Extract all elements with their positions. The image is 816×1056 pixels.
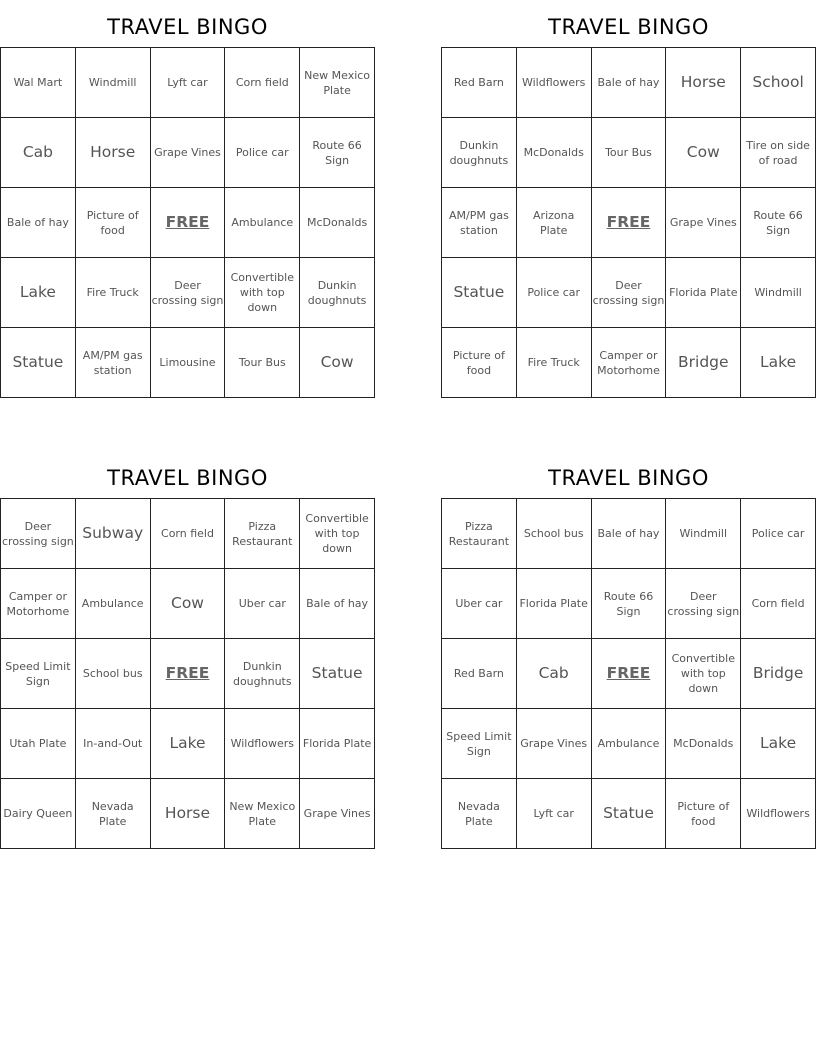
bingo-cell: New Mexico Plate [225, 779, 300, 849]
bingo-cell: Grape Vines [517, 709, 592, 779]
bingo-cell: Bale of hay [592, 48, 667, 118]
bingo-cell: Cab [517, 639, 592, 709]
bingo-cell: Cow [151, 569, 226, 639]
bingo-cell: Florida Plate [517, 569, 592, 639]
bingo-cell: Corn field [225, 48, 300, 118]
bingo-grid [0, 47, 375, 398]
bingo-cell: Utah Plate [1, 709, 76, 779]
bingo-cell: Bale of hay [1, 188, 76, 258]
bingo-cell: Limousine [151, 328, 226, 398]
bingo-cell: Lyft car [517, 779, 592, 849]
bingo-cell: Florida Plate [666, 258, 741, 328]
bingo-cell: Speed Limit Sign [1, 639, 76, 709]
bingo-cell: Convertible with top down [300, 499, 375, 569]
bingo-cell: Camper or Motorhome [592, 328, 667, 398]
bingo-grid [441, 498, 816, 849]
bingo-cell: Red Barn [442, 48, 517, 118]
bingo-cell: Route 66 Sign [300, 118, 375, 188]
bingo-cell: Lake [741, 328, 816, 398]
bingo-cell: Red Barn [442, 639, 517, 709]
bingo-cell: Deer crossing sign [592, 258, 667, 328]
bingo-cell: New Mexico Plate [300, 48, 375, 118]
bingo-cell: Windmill [76, 48, 151, 118]
bingo-cell: Nevada Plate [76, 779, 151, 849]
bingo-cell: Statue [1, 328, 76, 398]
bingo-cell: Windmill [666, 499, 741, 569]
bingo-cell: Police car [741, 499, 816, 569]
bingo-cell: Dairy Queen [1, 779, 76, 849]
bingo-cell: Police car [225, 118, 300, 188]
bingo-cell: Pizza Restaurant [225, 499, 300, 569]
bingo-cell: Grape Vines [666, 188, 741, 258]
bingo-cell: Corn field [151, 499, 226, 569]
bingo-cell: Cow [666, 118, 741, 188]
bingo-cell: Wildflowers [225, 709, 300, 779]
bingo-cell: Route 66 Sign [592, 569, 667, 639]
bingo-cell: Bale of hay [300, 569, 375, 639]
bingo-cell: Corn field [741, 569, 816, 639]
bingo-cell: Wildflowers [741, 779, 816, 849]
bingo-cell: School [741, 48, 816, 118]
bingo-cell: Lyft car [151, 48, 226, 118]
bingo-cell: Cab [1, 118, 76, 188]
bingo-cell: Police car [517, 258, 592, 328]
bingo-cell: Tour Bus [592, 118, 667, 188]
card-title: TRAVEL BINGO [107, 15, 268, 39]
bingo-cell: Statue [442, 258, 517, 328]
bingo-cell: Wildflowers [517, 48, 592, 118]
bingo-cell: Grape Vines [300, 779, 375, 849]
bingo-cell: Speed Limit Sign [442, 709, 517, 779]
bingo-grid [441, 47, 816, 398]
bingo-cell: Camper or Motorhome [1, 569, 76, 639]
bingo-cell: Horse [76, 118, 151, 188]
bingo-cell: Lake [1, 258, 76, 328]
bingo-cell: Nevada Plate [442, 779, 517, 849]
bingo-cell: McDonalds [517, 118, 592, 188]
bingo-cell: McDonalds [666, 709, 741, 779]
bingo-cell: School bus [76, 639, 151, 709]
bingo-cell: Dunkin doughnuts [442, 118, 517, 188]
card-title: TRAVEL BINGO [548, 15, 709, 39]
bingo-cell: Arizona Plate [517, 188, 592, 258]
bingo-cell: Convertible with top down [666, 639, 741, 709]
bingo-cell: Windmill [741, 258, 816, 328]
bingo-cell: McDonalds [300, 188, 375, 258]
bingo-cell: Picture of food [666, 779, 741, 849]
bingo-cell: Ambulance [76, 569, 151, 639]
bingo-cell: Tire on side of road [741, 118, 816, 188]
bingo-cell: Dunkin doughnuts [300, 258, 375, 328]
card-title: TRAVEL BINGO [548, 466, 709, 490]
bingo-cell: School bus [517, 499, 592, 569]
bingo-cell: In-and-Out [76, 709, 151, 779]
bingo-cell: Pizza Restaurant [442, 499, 517, 569]
bingo-cell: Picture of food [76, 188, 151, 258]
bingo-cell: Florida Plate [300, 709, 375, 779]
bingo-cell: Lake [741, 709, 816, 779]
bingo-grid [0, 498, 375, 849]
bingo-cell: Statue [300, 639, 375, 709]
bingo-cell: Horse [151, 779, 226, 849]
bingo-cell: Fire Truck [76, 258, 151, 328]
free-space-cell: FREE [592, 639, 667, 709]
bingo-cell: Bridge [666, 328, 741, 398]
bingo-cell: AM/PM gas station [76, 328, 151, 398]
bingo-cell: Uber car [225, 569, 300, 639]
bingo-cell: Deer crossing sign [1, 499, 76, 569]
bingo-cell: Cow [300, 328, 375, 398]
bingo-cell: Lake [151, 709, 226, 779]
bingo-cell: Horse [666, 48, 741, 118]
bingo-cell: Wal Mart [1, 48, 76, 118]
bingo-cell: Uber car [442, 569, 517, 639]
bingo-cell: Grape Vines [151, 118, 226, 188]
bingo-cell: Statue [592, 779, 667, 849]
bingo-cell: AM/PM gas station [442, 188, 517, 258]
bingo-cell: Subway [76, 499, 151, 569]
bingo-cell: Picture of food [442, 328, 517, 398]
bingo-cell: Deer crossing sign [151, 258, 226, 328]
bingo-cell: Deer crossing sign [666, 569, 741, 639]
bingo-cell: Bridge [741, 639, 816, 709]
bingo-cell: Convertible with top down [225, 258, 300, 328]
free-space-cell: FREE [151, 188, 226, 258]
bingo-cell: Ambulance [225, 188, 300, 258]
bingo-cell: Route 66 Sign [741, 188, 816, 258]
bingo-cell: Tour Bus [225, 328, 300, 398]
bingo-cell: Bale of hay [592, 499, 667, 569]
free-space-cell: FREE [151, 639, 226, 709]
bingo-cell: Dunkin doughnuts [225, 639, 300, 709]
card-title: TRAVEL BINGO [107, 466, 268, 490]
bingo-cell: Ambulance [592, 709, 667, 779]
bingo-cell: Fire Truck [517, 328, 592, 398]
free-space-cell: FREE [592, 188, 667, 258]
